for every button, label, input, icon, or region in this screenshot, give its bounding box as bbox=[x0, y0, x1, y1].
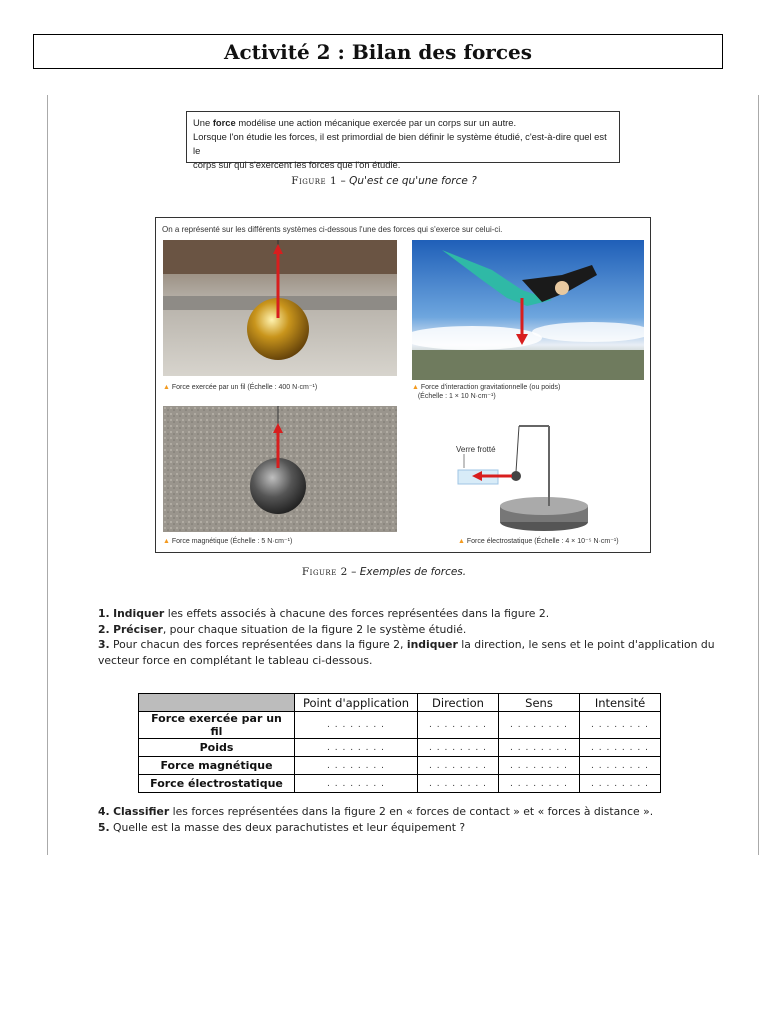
caption-magnetic-force: ▲ Force magnétique (Échelle : 5 N·cm⁻¹) bbox=[163, 538, 293, 545]
table-cell[interactable]: . . . . . . . . bbox=[295, 757, 418, 775]
caption-electrostatic-force: ▲ Force électrostatique (Échelle : 4 × 10⁻⁵ N·cm⁻¹) bbox=[458, 538, 619, 545]
figure-1-caption: Figure 1 – Qu'est ce qu'une force ? bbox=[291, 175, 477, 187]
row-header-electrostatic: Force électrostatique bbox=[139, 775, 295, 793]
skydivers-photo bbox=[412, 240, 644, 380]
table-corner-cell bbox=[139, 694, 295, 712]
rubbed-glass-label: Verre frotté bbox=[456, 445, 496, 454]
col-header-sens: Sens bbox=[499, 694, 580, 712]
table-cell[interactable]: . . . . . . . . bbox=[418, 757, 499, 775]
table-cell[interactable]: . . . . . . . . bbox=[295, 775, 418, 793]
definition-box: Une force modélise une action mécanique exercée par un corps sur un autre. Lorsque l'on étudie les forces, il est primordial de bien définir le système étudié, c'est-à-dire quel est le corps sur qui s'exercent les forces que l'on étudie. bbox=[186, 111, 620, 163]
caption-gravity-force: ▲ Force d'interaction gravitationnelle (ou poids) (Échelle : 1 × 10 N·cm⁻¹) bbox=[412, 384, 561, 400]
electrostatic-photo bbox=[412, 406, 644, 532]
question-5: 5. Quelle est la masse des deux parachutistes et leur équipement ? bbox=[98, 821, 466, 834]
magnet-ball-photo bbox=[163, 406, 397, 532]
figure-2-intro: On a représenté sur les différents systèmes ci-dessous l'une des forces qui s'exerce sur celui-ci. bbox=[162, 225, 503, 234]
table-cell[interactable]: . . . . . . . . bbox=[499, 757, 580, 775]
table-cell[interactable]: . . . . . . . . bbox=[418, 712, 499, 739]
definition-line-2: Lorsque l'on étudie les forces, il est primordial de bien définir le système étudié, c'est-à-dire quel est le bbox=[193, 131, 607, 156]
title-box bbox=[33, 34, 723, 69]
questions-block-1 bbox=[98, 606, 718, 668]
caption-thread-force: ▲ Force exercée par un fil (Échelle : 400 N·cm⁻¹) bbox=[163, 384, 318, 391]
table-cell[interactable]: . . . . . . . . bbox=[580, 757, 661, 775]
right-margin-rule bbox=[758, 95, 759, 855]
col-header-application: Point d'application bbox=[295, 694, 418, 712]
table-cell[interactable]: . . . . . . . . bbox=[499, 775, 580, 793]
forces-table bbox=[138, 693, 661, 793]
figure-2-caption: Figure 2 – Exemples de forces. bbox=[301, 566, 467, 578]
col-header-direction: Direction bbox=[418, 694, 499, 712]
left-margin-rule bbox=[47, 95, 48, 855]
table-cell[interactable]: . . . . . . . . bbox=[580, 712, 661, 739]
table-header-row bbox=[139, 694, 661, 712]
table-row bbox=[139, 739, 661, 757]
page-title: Activité 2 : Bilan des forces bbox=[223, 39, 533, 64]
row-header-weight: Poids bbox=[139, 739, 295, 757]
table-cell[interactable]: . . . . . . . . bbox=[499, 712, 580, 739]
table-cell[interactable]: . . . . . . . . bbox=[580, 739, 661, 757]
definition-line-3: corps sur qui s'exercent les forces que l'on étudie. bbox=[193, 159, 401, 170]
table-cell[interactable]: . . . . . . . . bbox=[580, 775, 661, 793]
table-row bbox=[139, 775, 661, 793]
question-3: 3. Pour chacun des forces représentées dans la figure 2, indiquer la direction, le sens et le point d'application du vecteur force en complétant le tableau ci-dessous. bbox=[98, 638, 715, 667]
table-cell[interactable]: . . . . . . . . bbox=[295, 712, 418, 739]
col-header-intensite: Intensité bbox=[580, 694, 661, 712]
table-cell[interactable]: . . . . . . . . bbox=[499, 739, 580, 757]
question-1: 1. Indiquer les effets associés à chacune des forces représentées dans la figure 2. bbox=[98, 607, 550, 620]
figure-2 bbox=[155, 217, 651, 553]
pendulum-photo bbox=[163, 240, 397, 376]
question-4: 4. Classifier les forces représentées dans la figure 2 en « forces de contact » et « forces à distance ». bbox=[98, 805, 654, 818]
table-row bbox=[139, 757, 661, 775]
question-2: 2. Préciser, pour chaque situation de la figure 2 le système étudié. bbox=[98, 622, 467, 636]
definition-keyword: force bbox=[212, 117, 236, 128]
questions-block-2 bbox=[98, 804, 718, 836]
table-cell[interactable]: . . . . . . . . bbox=[295, 739, 418, 757]
table-row bbox=[139, 712, 661, 739]
table-cell[interactable]: . . . . . . . . bbox=[418, 739, 499, 757]
row-header-magnetic: Force magnétique bbox=[139, 757, 295, 775]
row-header-thread: Force exercée par un fil bbox=[139, 712, 295, 739]
table-cell[interactable]: . . . . . . . . bbox=[418, 775, 499, 793]
